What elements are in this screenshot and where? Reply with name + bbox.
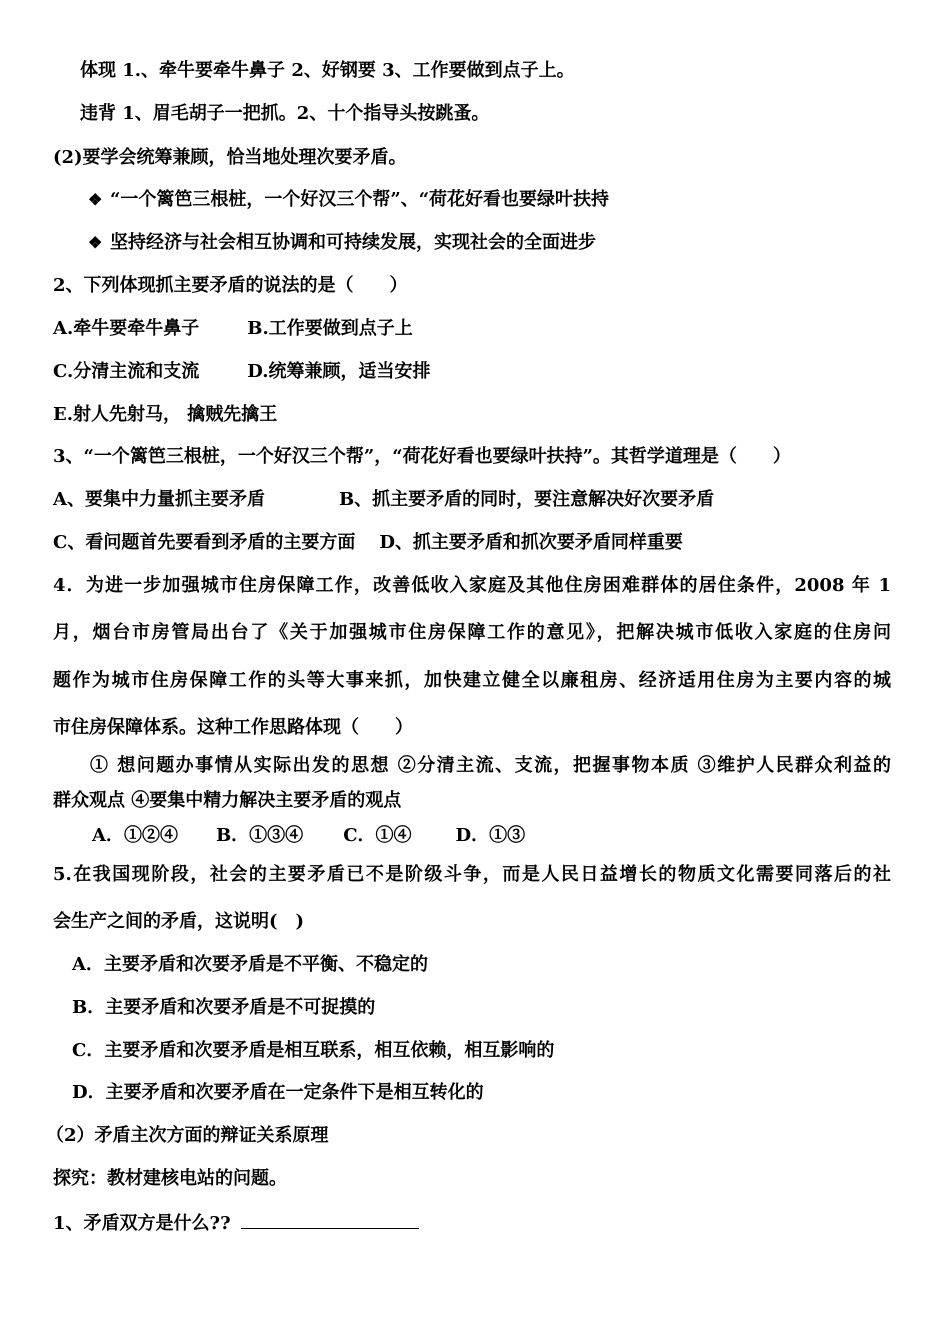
text-line-violate: 违背 1、眉毛胡子一把抓。2、十个指导头按跳蚤。 — [80, 103, 490, 124]
question-2: 2、下列体现抓主要矛盾的说法的是（ ） — [53, 275, 408, 296]
section-heading-principle: （2）矛盾主次方面的辩证关系原理 — [46, 1125, 329, 1146]
question-5-option-c: C．主要矛盾和次要矛盾是相互联系，相互依赖，相互影响的 — [72, 1040, 555, 1061]
question-5-option-a: A．主要矛盾和次要矛盾是不平衡、不稳定的 — [72, 954, 428, 975]
bullet-item-2: ❖ 坚持经济与社会相互协调和可持续发展，实现社会的全面进步 — [88, 232, 596, 253]
diamond-bullet-icon: ❖ — [88, 190, 103, 209]
question-4-line-3: 题作为城市住房保障工作的头等大事来抓，加快建立健全以廉租房、经济适用住房为主要内容的城 — [53, 670, 891, 691]
question-2-options-ab: A.牵牛要牵牛鼻子 B.工作要做到点子上 — [53, 318, 413, 339]
text-line-embody: 体现 1.、牵牛要牵牛鼻子 2、好钢要 3、工作要做到点子上。 — [80, 60, 575, 81]
question-2-option-e: E.射人先射马， 擒贼先擒王 — [53, 404, 278, 425]
question-3-options-ab: A、要集中力量抓主要矛盾 B、抓主要矛盾的同时，要注意解决好次要矛盾 — [53, 489, 715, 510]
question-3-options-cd: C、看问题首先要看到矛盾的主要方面 D、抓主要矛盾和抓次要矛盾同样重要 — [53, 532, 683, 553]
question-4-line-1: 4．为进一步加强城市住房保障工作，改善低收入家庭及其他住房困难群体的居住条件，2008 年 1 — [53, 575, 891, 596]
explore-line: 探究：教材建核电站的问题。 — [53, 1168, 287, 1189]
diamond-bullet-icon: ❖ — [88, 233, 103, 252]
question-4-options: A．①②④ B．①③④ C．①④ D．①③ — [92, 825, 526, 846]
question-1-fill-blank: 1、矛盾双方是什么?? — [53, 1210, 419, 1236]
question-5-option-b: B．主要矛盾和次要矛盾是不可捉摸的 — [72, 997, 376, 1018]
answer-blank-line — [241, 1210, 419, 1229]
question-5-line-1: 5.在我国现阶段，社会的主要矛盾已不是阶级斗争，而是人民日益增长的物质文化需要同落后的社 — [53, 864, 891, 885]
question-4-statements-2: 群众观点 ④要集中精力解决主要矛盾的观点 — [53, 790, 402, 811]
question-2-options-cd: C.分清主流和支流 D.统筹兼顾，适当安排 — [53, 361, 431, 382]
question-4-statements-1: ① 想问题办事情从实际出发的思想 ②分清主流、支流，把握事物本质 ③维护人民群众利益的 — [90, 755, 891, 776]
question-5-option-d: D．主要矛盾和次要矛盾在一定条件下是相互转化的 — [72, 1082, 484, 1103]
question-4-line-2: 月，烟台市房管局出台了《关于加强城市住房保障工作的意见》，把解决城市低收入家庭的住房问 — [53, 622, 891, 643]
question-4-line-4: 市住房保障体系。这种工作思路体现（ ） — [53, 717, 413, 738]
section-heading-secondary: (2)要学会统筹兼顾，恰当地处理次要矛盾。 — [53, 147, 407, 168]
bullet-item-1: ❖ “一个篱笆三根桩，一个好汉三个帮”、“荷花好看也要绿叶扶持 — [88, 189, 610, 210]
question-5-line-2: 会生产之间的矛盾，这说明( ) — [53, 911, 305, 932]
question-3: 3、“一个篱笆三根桩，一个好汉三个帮”，“荷花好看也要绿叶扶持”。其哲学道理是（ ） — [53, 446, 791, 467]
